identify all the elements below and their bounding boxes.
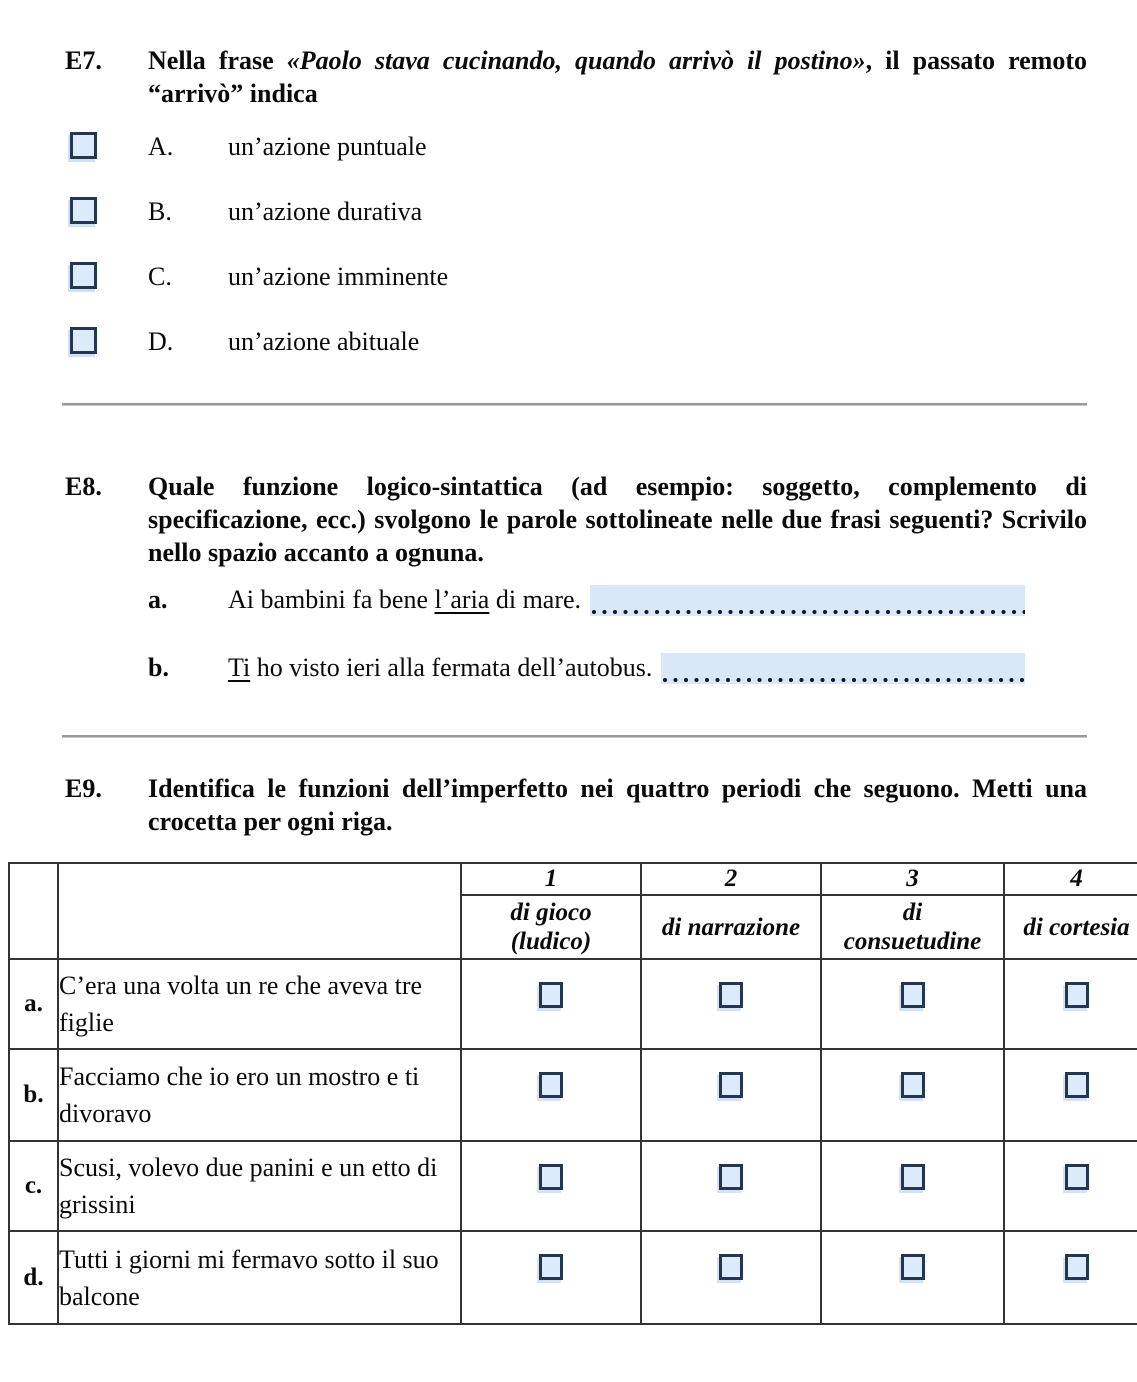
row-b-letter: b. xyxy=(9,1049,58,1141)
row-d-col4-cell xyxy=(1004,1231,1137,1324)
column-label-gioco: di gioco (ludico) xyxy=(461,895,641,959)
column-label-consuetudine: di consuetudine xyxy=(821,895,1004,959)
question-e9-table xyxy=(8,862,1137,1325)
fill-item-a-answer-line[interactable] xyxy=(590,585,1025,616)
fill-item-a-underlined: l’aria xyxy=(434,585,490,614)
fill-item-b xyxy=(148,653,1025,684)
question-e7-header xyxy=(65,44,1087,110)
fill-item-a-letter: a. xyxy=(148,585,168,614)
fill-item-b-answer-line[interactable] xyxy=(661,653,1025,684)
fill-item-a-sentence xyxy=(228,585,581,615)
question-e9-prompt: Identifica le funzioni dell’imperfetto nei quattro periodi che seguono. Metti una crocetta per ogni riga. xyxy=(148,774,1087,836)
option-b-label: un’azione durativa xyxy=(228,197,423,226)
column-label-narrazione: di narrazione xyxy=(641,895,821,959)
row-b-col1-cell xyxy=(461,1049,641,1141)
row-b-col4-cell xyxy=(1004,1049,1137,1141)
fill-item-a-pre: Ai bambini fa bene xyxy=(228,585,435,614)
question-e9-header xyxy=(65,772,1087,838)
row-d-col3-checkbox[interactable] xyxy=(901,1254,925,1280)
row-a-col3-checkbox[interactable] xyxy=(901,982,925,1008)
section-divider-2 xyxy=(62,735,1087,738)
column-number-3: 3 xyxy=(821,863,1004,895)
option-d-letter: D. xyxy=(148,327,174,356)
column-label-cortesia: di cortesia xyxy=(1004,895,1137,959)
fill-item-b-post: ho visto ieri alla fermata dell’autobus. xyxy=(250,653,653,682)
question-e7 xyxy=(65,44,1087,392)
question-e7-quote: «Paolo stava cucinando, quando arrivò il postino» xyxy=(286,46,866,75)
option-d-checkbox[interactable] xyxy=(70,327,97,354)
row-b-col3-checkbox[interactable] xyxy=(901,1072,925,1098)
option-d-label: un’azione abituale xyxy=(228,327,420,356)
row-c-col4-cell xyxy=(1004,1141,1137,1231)
row-b-sentence: Facciamo che io ero un mostro e ti divoravo xyxy=(58,1049,461,1141)
question-e8-items xyxy=(65,585,1087,684)
option-c xyxy=(70,262,1087,289)
row-a-letter: a. xyxy=(9,959,58,1049)
row-a-col2-checkbox[interactable] xyxy=(719,982,743,1008)
question-e7-prompt xyxy=(148,44,1087,110)
fill-item-a xyxy=(148,585,1025,616)
question-e8-prompt: Quale funzione logico-sintattica (ad esempio: soggetto, complemento di specificazione, ecc.) svolgono le parole sottolineate nelle due frasi seguenti? Scrivilo nello spazio accanto a ognuna. xyxy=(148,472,1087,567)
row-d-col2-checkbox[interactable] xyxy=(719,1254,743,1280)
option-d xyxy=(70,327,1087,354)
row-b-col2-checkbox[interactable] xyxy=(719,1072,743,1098)
question-e7-number: E7. xyxy=(65,46,102,75)
option-b-letter: B. xyxy=(148,197,172,226)
row-c-col1-checkbox[interactable] xyxy=(539,1164,563,1190)
column-number-1: 1 xyxy=(461,863,641,895)
table-row-a xyxy=(9,959,1137,1049)
row-b-col3-cell xyxy=(821,1049,1004,1141)
table-corner-sentence-cell xyxy=(58,863,461,959)
row-d-col3-cell xyxy=(821,1231,1004,1324)
row-d-sentence: Tutti i giorni mi fermavo sotto il suo balcone xyxy=(58,1231,461,1324)
option-a-checkbox[interactable] xyxy=(70,132,97,159)
column-number-4: 4 xyxy=(1004,863,1137,895)
option-c-letter: C. xyxy=(148,262,172,291)
row-c-sentence: Scusi, volevo due panini e un etto di grissini xyxy=(58,1141,461,1231)
row-c-col3-checkbox[interactable] xyxy=(901,1164,925,1190)
option-a-letter: A. xyxy=(148,132,174,161)
option-c-label: un’azione imminente xyxy=(228,262,449,291)
row-c-col1-cell xyxy=(461,1141,641,1231)
column-number-2: 2 xyxy=(641,863,821,895)
row-a-col3-cell xyxy=(821,959,1004,1049)
row-a-col4-checkbox[interactable] xyxy=(1065,982,1089,1008)
row-d-col1-cell xyxy=(461,1231,641,1324)
row-a-col1-cell xyxy=(461,959,641,1049)
option-b xyxy=(70,197,1087,224)
fill-item-b-sentence xyxy=(228,653,652,683)
fill-item-b-letter: b. xyxy=(148,653,169,682)
option-b-checkbox[interactable] xyxy=(70,197,97,224)
fill-item-a-post: di mare. xyxy=(489,585,582,614)
row-d-col1-checkbox[interactable] xyxy=(539,1254,563,1280)
question-e8-header xyxy=(65,470,1087,569)
row-a-col1-checkbox[interactable] xyxy=(539,982,563,1008)
row-d-letter: d. xyxy=(9,1231,58,1324)
table-corner-letter-cell xyxy=(9,863,58,959)
row-c-col4-checkbox[interactable] xyxy=(1065,1164,1089,1190)
table-row-d xyxy=(9,1231,1137,1324)
question-e8 xyxy=(65,470,1087,684)
question-e9-table-wrap xyxy=(8,862,1137,1325)
option-c-checkbox[interactable] xyxy=(70,262,97,289)
row-b-col4-checkbox[interactable] xyxy=(1065,1072,1089,1098)
table-header-numbers xyxy=(9,863,1137,895)
row-d-col2-cell xyxy=(641,1231,821,1324)
option-a xyxy=(70,132,1087,159)
question-e9 xyxy=(65,772,1087,838)
fill-item-b-underlined: Ti xyxy=(228,653,251,682)
question-e7-options xyxy=(70,132,1087,354)
row-a-col4-cell xyxy=(1004,959,1137,1049)
table-row-c xyxy=(9,1141,1137,1231)
option-a-label: un’azione puntuale xyxy=(228,132,427,161)
row-c-letter: c. xyxy=(9,1141,58,1231)
section-divider-1 xyxy=(62,403,1087,406)
table-row-b xyxy=(9,1049,1137,1141)
row-a-col2-cell xyxy=(641,959,821,1049)
row-c-col2-cell xyxy=(641,1141,821,1231)
row-c-col3-cell xyxy=(821,1141,1004,1231)
question-e8-number: E8. xyxy=(65,472,102,501)
question-e7-prompt-prefix: Nella frase xyxy=(148,46,287,75)
question-e7-prompt-suffix: , il passato remoto “arrivò” indica xyxy=(148,46,1087,108)
row-b-col1-checkbox[interactable] xyxy=(539,1072,563,1098)
row-d-col4-checkbox[interactable] xyxy=(1065,1254,1089,1280)
row-c-col2-checkbox[interactable] xyxy=(719,1164,743,1190)
row-a-sentence: C’era una volta un re che aveva tre figlie xyxy=(58,959,461,1049)
row-b-col2-cell xyxy=(641,1049,821,1141)
question-e9-number: E9. xyxy=(65,774,102,803)
